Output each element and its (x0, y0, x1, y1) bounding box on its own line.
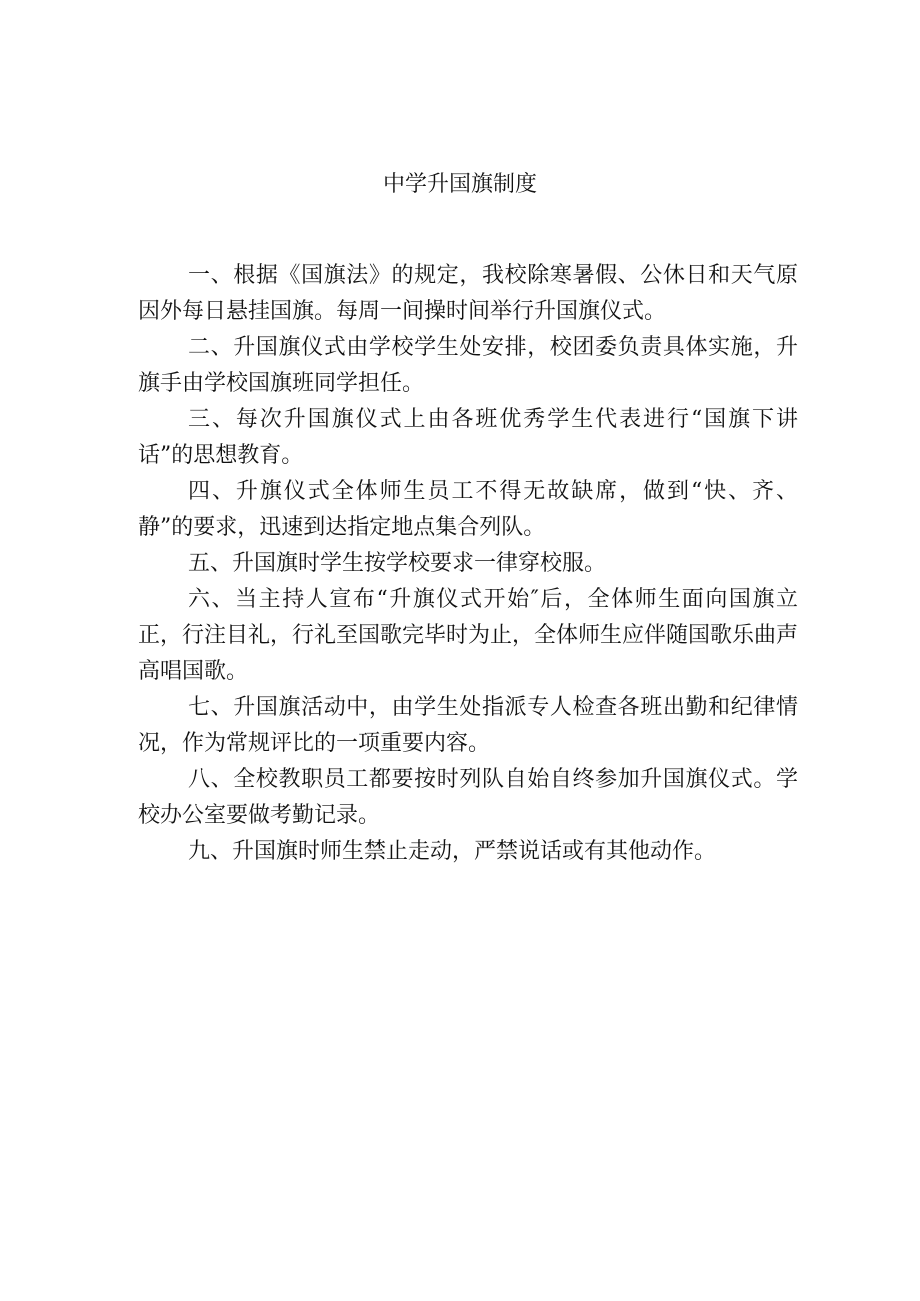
document-body (138, 258, 798, 870)
paragraph-8: 八、全校教职员工都要按时列队自始自终参加升国旗仪式。学校办公室要做考勤记录。 (138, 767, 798, 828)
paragraph-7: 七、升国旗活动中，由学生处指派专人检查各班出勤和纪律情况，作为常规评比的一项重要内容。 (138, 695, 798, 756)
paragraph-3: 三、每次升国旗仪式上由各班优秀学生代表进行“国旗下讲话”的思想教育。 (138, 407, 798, 468)
paragraph-5: 五、升国旗时学生按学校要求一律穿校服。 (188, 551, 607, 576)
paragraph-9: 九、升国旗时师生禁止走动，严禁说话或有其他动作。 (188, 839, 717, 864)
document-title: 中学升国旗制度 (382, 172, 537, 197)
paragraph-4: 四、升旗仪式全体师生员工不得无故缺席，做到“快、齐、静”的要求，迅速到达指定地点集合列队。 (138, 479, 798, 540)
paragraph-1: 一、根据《国旗法》的规定，我校除寒暑假、公休日和天气原因外每日悬挂国旗。每周一间操时间举行升国旗仪式。 (138, 263, 798, 324)
paragraph-2: 二、升国旗仪式由学校学生处安排，校团委负责具体实施，升旗手由学校国旗班同学担任。 (138, 335, 798, 396)
paragraph-6: 六、当主持人宣布“升旗仪式开始″后，全体师生面向国旗立正，行注目礼，行礼至国歌完毕时为止，全体师生应伴随国歌乐曲声高唱国歌。 (138, 587, 799, 684)
